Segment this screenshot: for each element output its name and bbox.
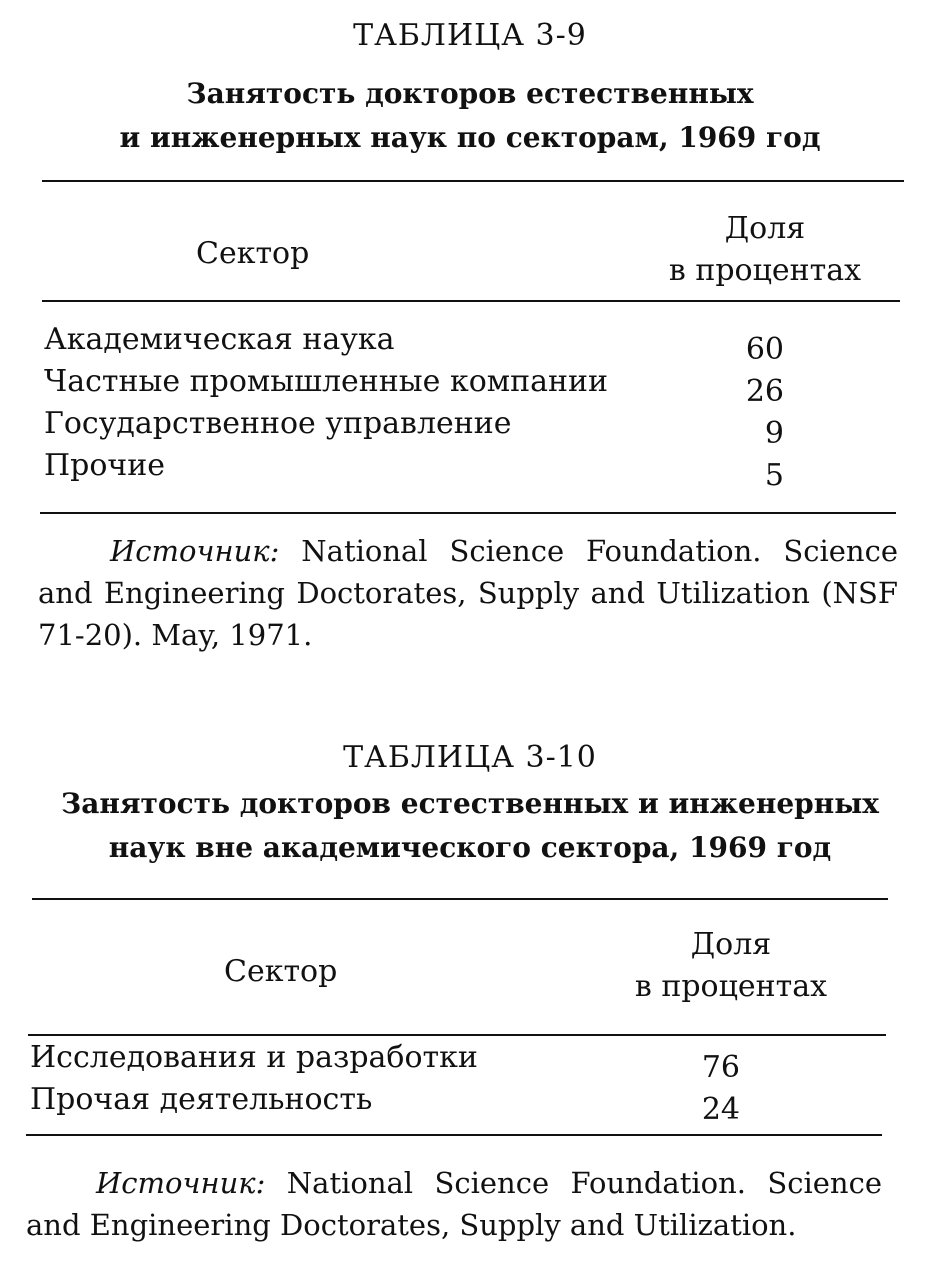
table-bottom-rule — [40, 512, 896, 514]
source-label: Источник: — [110, 534, 280, 568]
table-row — [44, 406, 864, 451]
row-sector: Академическая наука — [44, 322, 395, 357]
column-header-share — [616, 924, 846, 1008]
table-row — [44, 364, 864, 409]
column-header-sector: Сектор — [224, 954, 338, 989]
table-top-rule — [32, 898, 888, 900]
table-row — [44, 322, 864, 367]
column-header-share-line: в процентах — [634, 969, 828, 1004]
table-header-rule — [42, 300, 900, 302]
source-text: National Science Foundation. Science and Engineering Doctorates, Supply and Utilization. — [26, 1166, 882, 1242]
table-header-rule — [28, 1034, 886, 1036]
column-header-share-line: Доля — [724, 211, 806, 246]
row-share: 24 — [701, 1092, 740, 1127]
table-number: ТАБЛИЦА 3-9 — [353, 18, 587, 53]
row-sector: Прочие — [44, 448, 166, 483]
column-header-share-line: в процентах — [668, 253, 862, 288]
source-text: National Science Foundation. Science and Engineering Doctorates, Supply and Utilization (NSF 71-20). May, 1971. — [38, 534, 898, 652]
row-share: 76 — [701, 1050, 740, 1085]
table-title-line: наук вне академического сектора, 1969 год — [108, 831, 832, 864]
table-row — [30, 1040, 850, 1085]
table-row — [30, 1082, 850, 1127]
table-body — [30, 1040, 850, 1127]
table-number: ТАБЛИЦА 3-10 — [343, 740, 597, 775]
table-row — [44, 448, 864, 493]
table-title — [0, 72, 940, 160]
table-title-line: Занятость докторов естественных — [186, 77, 754, 110]
table-source-note — [26, 1162, 882, 1246]
row-share: 5 — [764, 458, 784, 493]
table-body — [44, 322, 864, 493]
table-title-line: и инженерных наук по секторам, 1969 год — [119, 121, 821, 154]
column-header-sector: Сектор — [196, 236, 310, 271]
table-bottom-rule — [26, 1134, 882, 1136]
row-sector: Исследования и разработки — [30, 1040, 478, 1075]
row-share: 9 — [764, 416, 784, 451]
column-header-share-line: Доля — [690, 927, 772, 962]
table-title — [0, 782, 940, 870]
row-share: 26 — [745, 374, 784, 409]
table-top-rule — [42, 180, 904, 182]
row-sector: Государственное управление — [44, 406, 512, 441]
column-header-share — [650, 208, 880, 292]
row-sector: Частные промышленные компании — [44, 364, 608, 399]
source-label: Источник: — [96, 1166, 266, 1200]
table-source-note — [38, 530, 898, 656]
table-title-line: Занятость докторов естественных и инженерных — [61, 787, 879, 820]
row-share: 60 — [745, 332, 784, 367]
row-sector: Прочая деятельность — [30, 1082, 373, 1117]
